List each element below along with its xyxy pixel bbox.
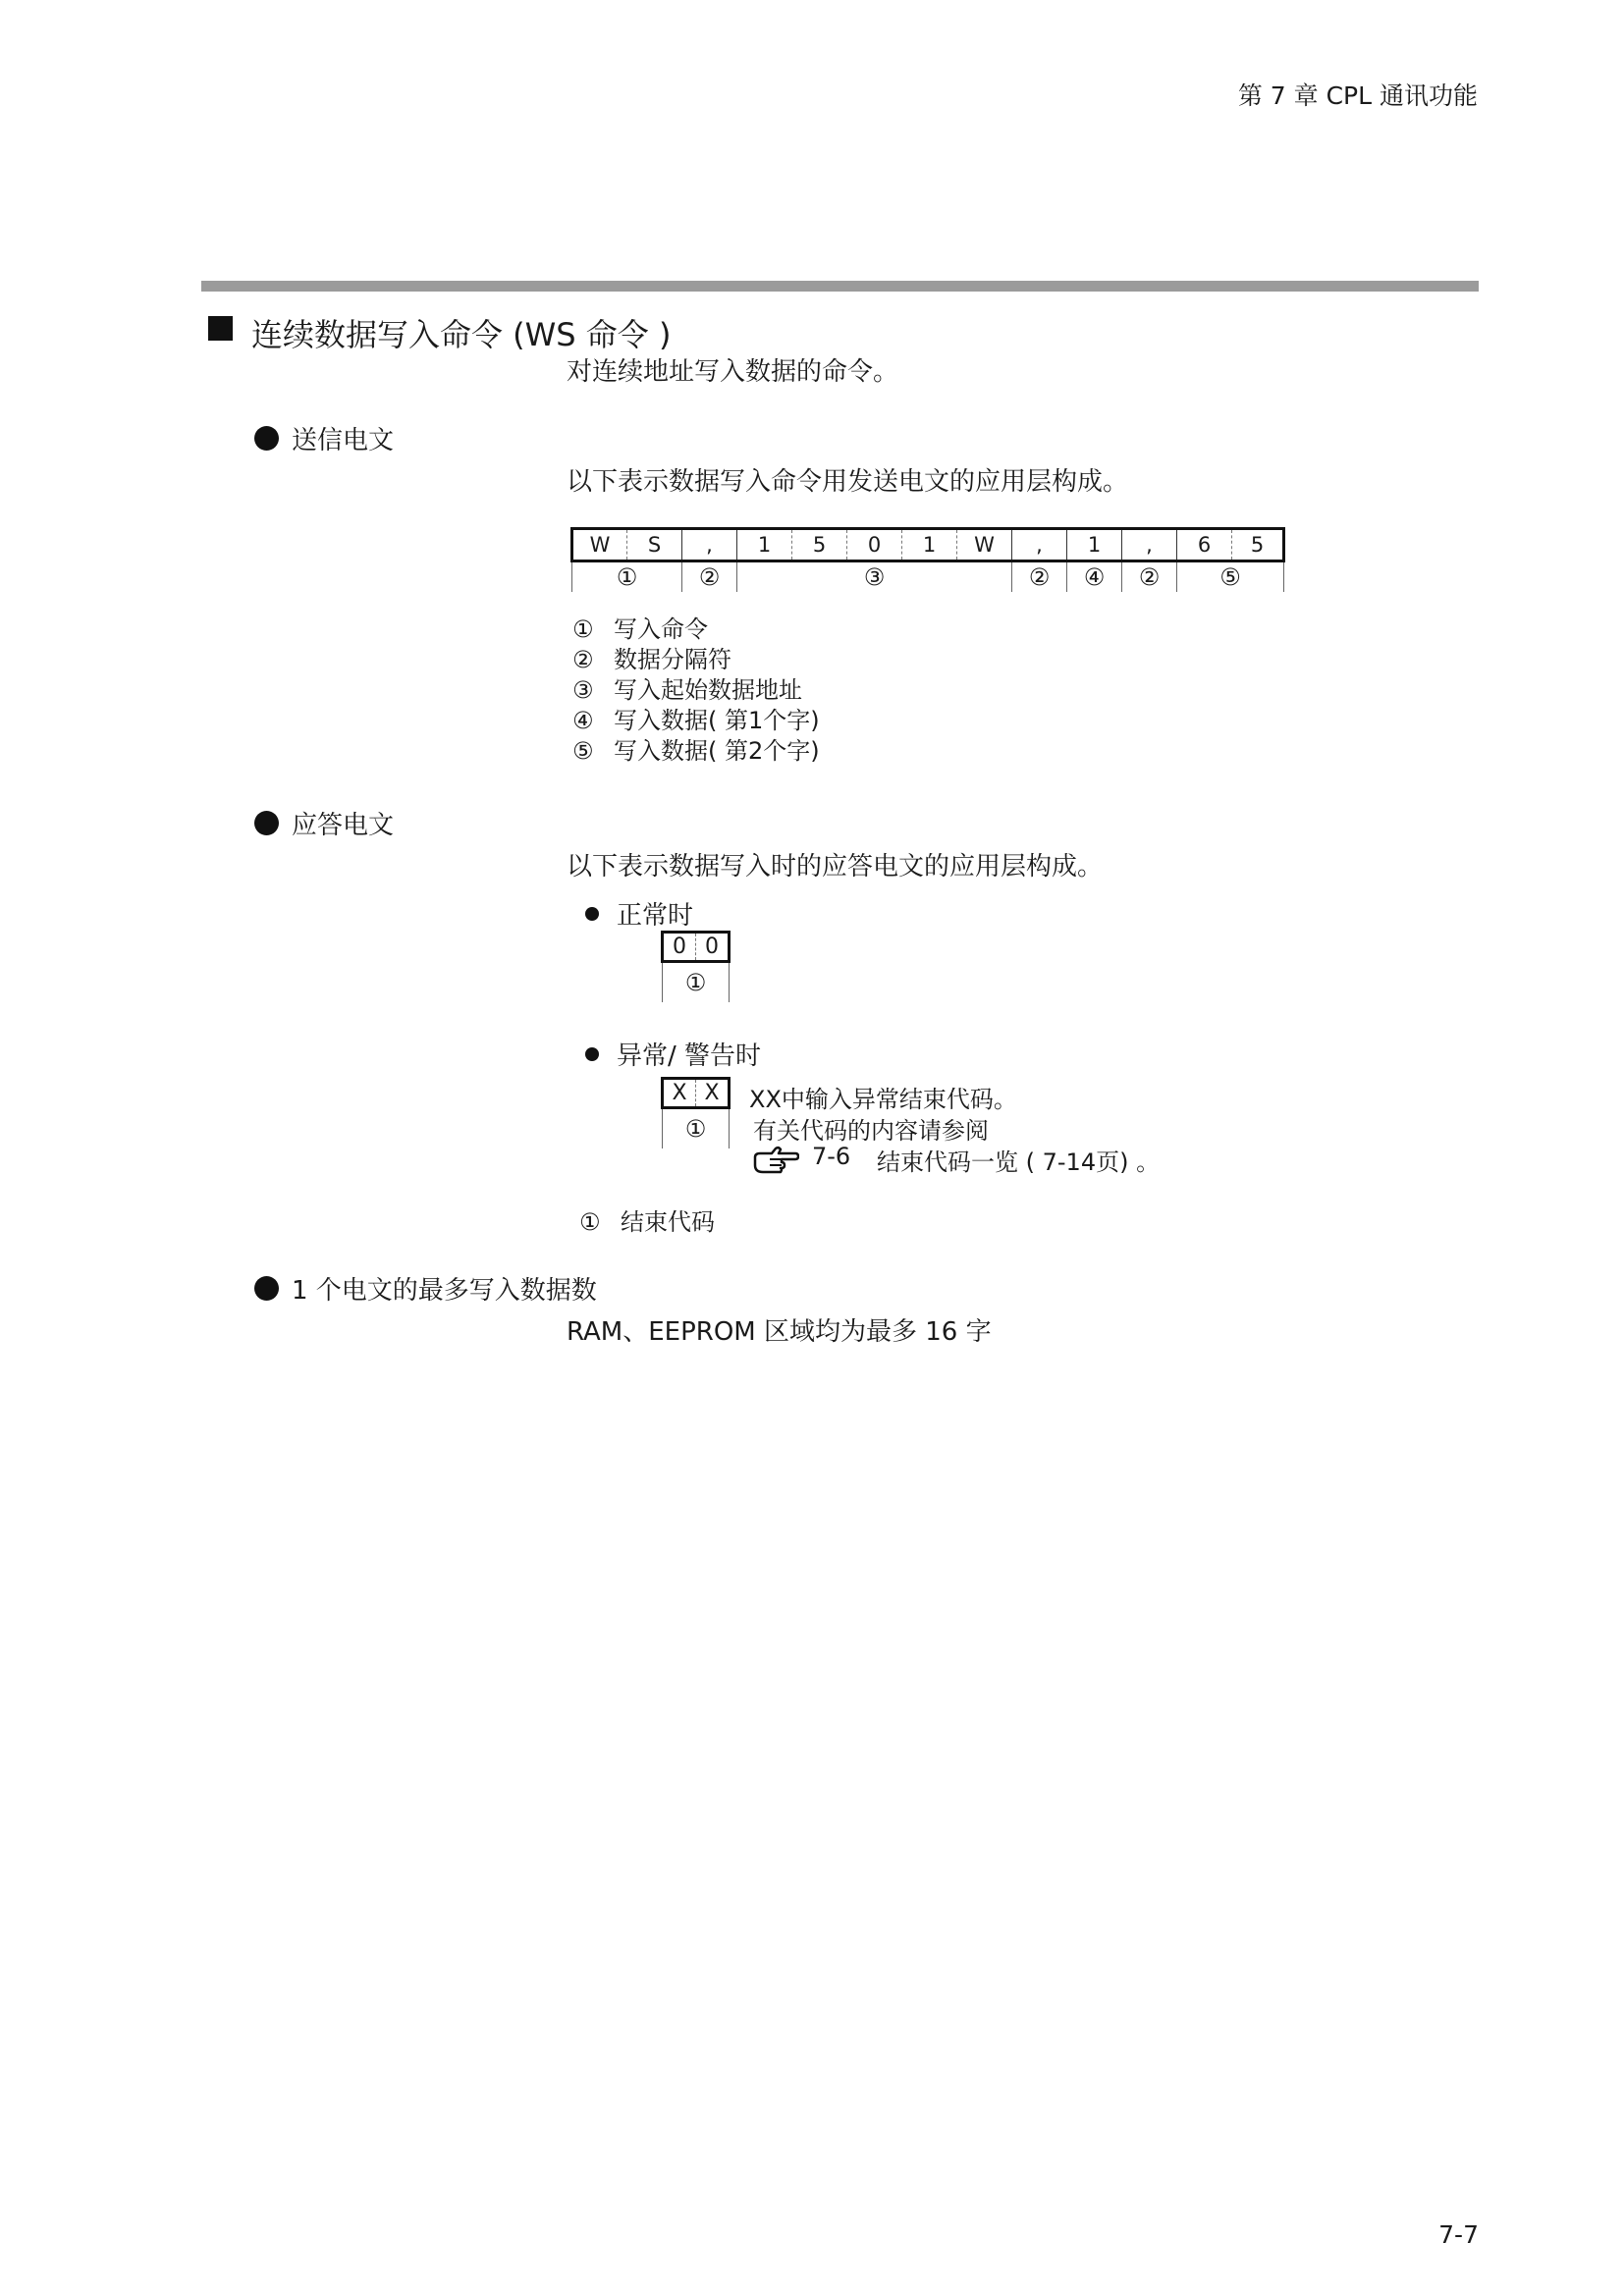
frame-char: , [682, 529, 737, 561]
legend-item: ① 写入命令 [572, 615, 708, 643]
frame-char: 1 [902, 529, 957, 561]
frame-char: 5 [792, 529, 847, 561]
square-bullet-icon [208, 316, 233, 341]
frame-mark: ② [1122, 561, 1177, 593]
frame-mark: ① [572, 561, 682, 593]
frame-mark: ① [663, 1108, 730, 1149]
frame-char: S [627, 529, 682, 561]
bullet-dot-icon [254, 811, 279, 835]
response-legend: ① 结束代码 [579, 1208, 715, 1236]
normal-label: 正常时 [617, 901, 694, 931]
error-frame-diagram [661, 1077, 731, 1148]
frame-char: 0 [663, 933, 696, 962]
frame-char: W [957, 529, 1012, 561]
frame-mark: ④ [1067, 561, 1122, 593]
chapter-header: 第 7 章 CPL 通讯功能 [1237, 81, 1478, 110]
frame-char: , [1122, 529, 1177, 561]
frame-mark: ① [663, 962, 730, 1003]
response-description: 以下表示数据写入时的应答电文的应用层构成。 [567, 852, 1104, 881]
response-heading: 应答电文 [292, 811, 395, 840]
frame-char: W [572, 529, 627, 561]
legend-item: ⑤ 写入数据( 第2个字) [572, 737, 820, 765]
bullet-dot-icon [254, 426, 279, 451]
frame-char: 0 [696, 933, 730, 962]
frame-char: X [663, 1079, 696, 1108]
send-description: 以下表示数据写入命令用发送电文的应用层构成。 [567, 467, 1129, 497]
frame-mark: ② [682, 561, 737, 593]
max-data-heading: 1 个电文的最多写入数据数 [292, 1276, 597, 1306]
legend-item: ② 数据分隔符 [572, 646, 731, 673]
frame-char: 6 [1177, 529, 1232, 561]
send-frame-marks [572, 561, 1284, 593]
reference-link[interactable]: 结束代码一览 ( 7-14页) 。 [877, 1148, 1161, 1176]
error-note-1: XX中输入异常结束代码。 [749, 1086, 1017, 1113]
section-rule [201, 281, 1479, 292]
bullet-dot-icon [254, 1276, 279, 1301]
send-frame-diagram [570, 527, 1285, 592]
frame-char: X [696, 1079, 730, 1108]
frame-char: 0 [847, 529, 902, 561]
send-heading: 送信电文 [292, 426, 395, 455]
legend-item: ③ 写入起始数据地址 [572, 676, 802, 704]
normal-frame-diagram [661, 931, 731, 1002]
send-frame-chars [572, 529, 1284, 561]
frame-char: 1 [1067, 529, 1122, 561]
small-bullet-icon [585, 1047, 599, 1061]
legend-item: ④ 写入数据( 第1个字) [572, 707, 820, 734]
section-description: 对连续地址写入数据的命令。 [567, 357, 899, 387]
small-bullet-icon [585, 907, 599, 921]
section-title: 连续数据写入命令 (WS 命令 ) [251, 316, 672, 353]
pointing-hand-icon [752, 1146, 799, 1175]
frame-mark: ③ [737, 561, 1012, 593]
error-label: 异常/ 警告时 [617, 1041, 762, 1071]
frame-char: 1 [737, 529, 792, 561]
max-data-text: RAM、EEPROM 区域均为最多 16 字 [567, 1317, 992, 1347]
frame-mark: ⑤ [1177, 561, 1284, 593]
send-legend [572, 614, 820, 767]
frame-char: , [1012, 529, 1067, 561]
frame-char: 5 [1232, 529, 1284, 561]
reference-number: 7-6 [812, 1143, 851, 1170]
error-note-2: 有关代码的内容请参阅 [753, 1117, 989, 1145]
page-number: 7-7 [1438, 2220, 1479, 2249]
frame-mark: ② [1012, 561, 1067, 593]
